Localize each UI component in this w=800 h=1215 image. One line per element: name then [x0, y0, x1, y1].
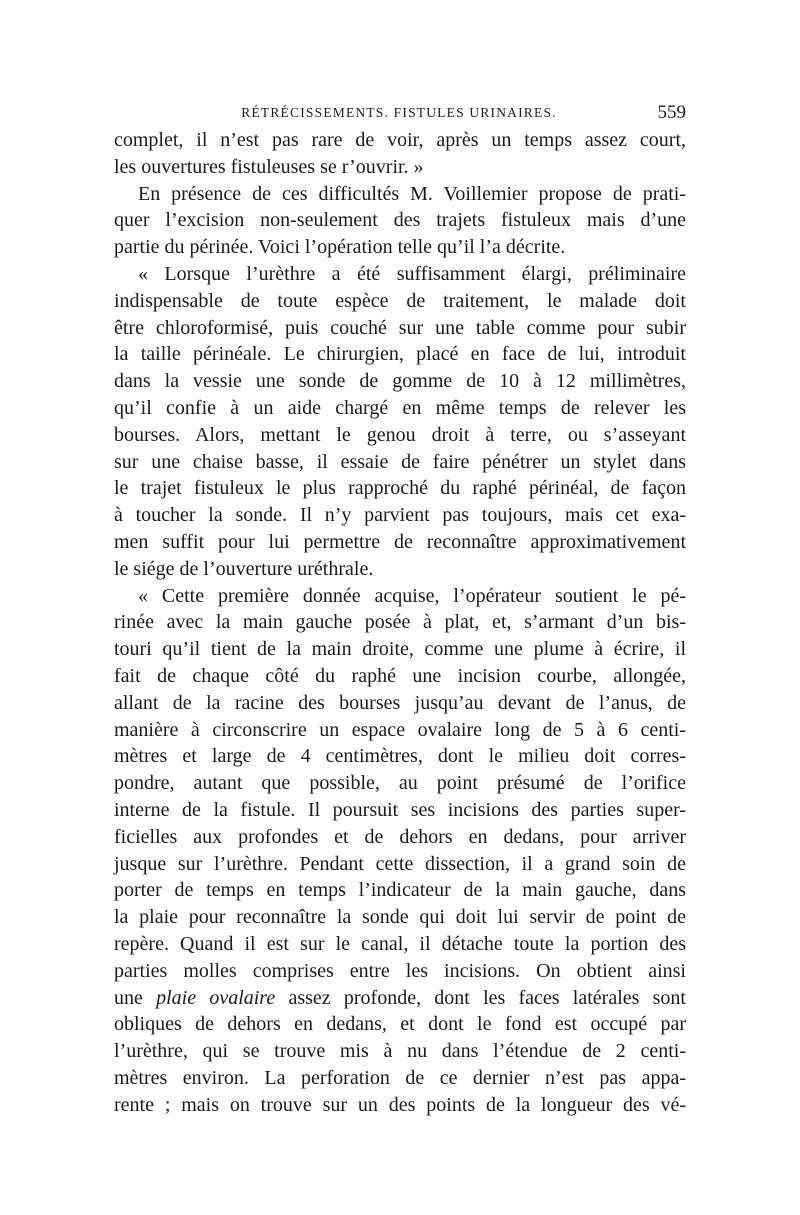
text-line: jusque sur l’urèthre. Pendant cette dissection, il a grand soin de [114, 852, 686, 875]
text-line: manière à circonscrire un espace ovalaire long de 5 à 6 centi- [114, 718, 686, 741]
text-line: sur une chaise basse, il essaie de faire pénétrer un stylet dans [114, 450, 686, 473]
text-line: repère. Quand il est sur le canal, il détache toute la portion des [114, 932, 686, 955]
text-line: dans la vessie une sonde de gomme de 10 à 12 millimètres, [114, 370, 686, 393]
text-line: parties molles comprises entre les incisions. On obtient ainsi [114, 959, 686, 982]
italic-phrase: plaie ovalaire [156, 986, 276, 1009]
text-line: men suffit pour lui permettre de reconnaître approximativement [114, 530, 686, 553]
text-line: les ouvertures fistuleuses se r’ouvrir. » [114, 155, 424, 178]
text-line: pondre, autant que possible, au point présumé de l’orifice [114, 772, 686, 795]
text-line: mètres et large de 4 centimètres, dont le milieu doit corres- [114, 745, 686, 768]
text-line: bourses. Alors, mettant le genou droit à terre, ou s’asseyant [114, 423, 686, 446]
text-line: être chloroformisé, puis couché sur une table comme pour subir [114, 316, 686, 339]
page-number: 559 [657, 102, 686, 123]
text-line: quer l’excision non-seulement des trajets fistuleux mais d’une [114, 209, 686, 232]
text-line: rinée avec la main gauche posée à plat, et, s’armant d’un bis- [114, 611, 686, 634]
text-line: partie du périnée. Voici l’opération telle qu’il l’a décrite. [114, 236, 566, 259]
text-line: à toucher la sonde. Il n’y parvient pas toujours, mais cet exa- [114, 504, 686, 527]
text-line: En présence de ces difficultés M. Voillemier propose de prati- [138, 182, 686, 205]
running-title: RÉTRÉCISSEMENTS. FISTULES URINAIRES. [241, 105, 557, 120]
text-line: porter de temps en temps l’indicateur de la main gauche, dans [114, 879, 686, 902]
text-line: touri qu’il tient de la main droite, comme une plume à écrire, il [114, 638, 686, 661]
text-line: indispensable de toute espèce de traitement, le malade doit [114, 289, 686, 312]
text-line-italic: une plaie ovalaire assez profonde, dont les faces latérales sont [114, 986, 686, 1009]
text-line: la taille périnéale. Le chirurgien, placé en face de lui, introduit [114, 343, 686, 366]
text-line: « Cette première donnée acquise, l’opérateur soutient le pé- [138, 584, 686, 607]
text-line: rente ; mais on trouve sur un des points de la longueur des vé- [114, 1093, 686, 1116]
text-line: le trajet fistuleux le plus rapproché du raphé périnéal, de façon [114, 477, 686, 500]
text-line: la plaie pour reconnaître la sonde qui doit lui servir de point de [114, 906, 686, 929]
text-line: l’urèthre, qui se trouve mis à nu dans l’étendue de 2 centi- [114, 1040, 686, 1063]
text-line: qu’il confie à un aide chargé en même temps de relever les [114, 396, 686, 419]
text-line: complet, il n’est pas rare de voir, après un temps assez court, [114, 129, 686, 151]
body-text [114, 127, 686, 1118]
text-line: interne de la fistule. Il poursuit ses incisions des parties super- [114, 798, 686, 821]
text-line: allant de la racine des bourses jusqu’au devant de l’anus, de [114, 691, 686, 714]
text-line: « Lorsque l’urèthre a été suffisamment élargi, préliminaire [138, 262, 686, 285]
running-head [112, 98, 686, 128]
text-line: ficielles aux profondes et de dehors en dedans, pour arriver [114, 825, 686, 848]
text-line: mètres environ. La perforation de ce dernier n’est pas appa- [114, 1066, 686, 1089]
text-line: fait de chaque côté du raphé une incision courbe, allongée, [114, 664, 686, 687]
text-line: obliques de dehors en dedans, et dont le fond est occupé par [114, 1013, 686, 1036]
text-line: le siége de l’ouverture uréthrale. [114, 557, 374, 580]
